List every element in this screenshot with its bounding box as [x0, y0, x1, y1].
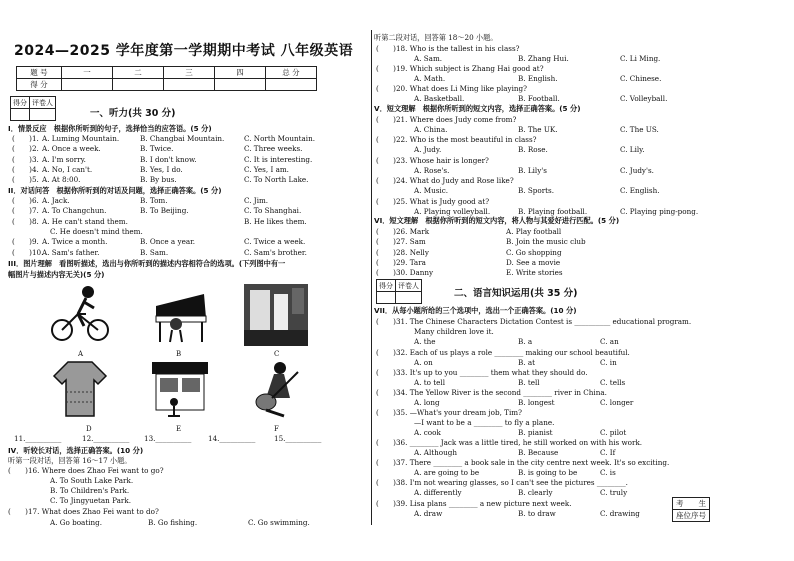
option[interactable]: B. tell	[518, 378, 540, 387]
option[interactable]: B. Rose.	[518, 145, 548, 155]
option[interactable]: B. Zhang Hui.	[518, 54, 569, 63]
option[interactable]: A. Playing volleyball.	[414, 206, 491, 216]
grader-label: 得分	[377, 280, 396, 292]
option[interactable]: C. It is interesting.	[244, 154, 313, 164]
instruction: V．短文理解 根据你所听到的短文内容，选择正确答案。(5 分)	[374, 104, 581, 113]
option[interactable]: B. is going to be	[518, 468, 578, 477]
option[interactable]: B. Yes, I do.	[140, 164, 183, 174]
left-column	[8, 0, 370, 561]
instruction: I．情景反应 根据你所听到的句子，选择恰当的应答语。(5 分)	[8, 124, 212, 133]
option[interactable]: B. To Beijing.	[140, 206, 189, 216]
option[interactable]: B. Changbai Mountain.	[140, 134, 225, 143]
picture-label: B	[176, 350, 182, 358]
cyclist-picture	[48, 284, 112, 346]
score-cell: 四	[215, 67, 266, 79]
question: ( )32. Each of us plays a role ________ making our school beautiful.	[376, 348, 630, 357]
option[interactable]: B. Because	[518, 448, 559, 457]
option[interactable]: B. clearly	[518, 488, 553, 497]
option[interactable]: C. English.	[620, 186, 660, 196]
score-cell: 总 分	[266, 67, 317, 79]
option[interactable]: B. Sports.	[518, 186, 555, 196]
option[interactable]: A. are going to be	[414, 468, 480, 477]
option[interactable]: B. Sam.	[140, 247, 169, 257]
right-column	[374, 0, 790, 561]
question: ( )35. —What's your dream job, Tim?	[376, 408, 522, 417]
grader-label: 得分	[11, 97, 30, 109]
match-option[interactable]: C. Go shopping	[506, 247, 562, 257]
option[interactable]: C. To North Lake.	[244, 175, 309, 185]
option[interactable]: A. draw	[414, 509, 443, 518]
exam-title: 2024—2025 学年度第一学期期中考试 八年级英语	[14, 43, 354, 59]
match-option[interactable]: D. See a movie	[506, 257, 561, 267]
question: ( )18. Who is the tallest in his class?	[376, 44, 520, 53]
option[interactable]: A. cook	[414, 428, 441, 437]
question: ( )24. What do Judy and Rose like?	[376, 176, 514, 186]
option[interactable]: B. By bus.	[140, 175, 177, 185]
option[interactable]: A. long	[414, 398, 440, 407]
option[interactable]: B. English.	[518, 74, 558, 83]
question-number: ( )8.	[12, 216, 39, 226]
question-number: ( )10.	[12, 247, 44, 257]
option[interactable]: C. North Mountain.	[244, 134, 315, 143]
option[interactable]: C. Volleyball.	[620, 94, 668, 103]
piano-picture	[148, 284, 212, 346]
option[interactable]: B. Tom.	[140, 196, 168, 205]
picture-label: F	[274, 425, 279, 433]
option[interactable]: A. Jack.	[42, 196, 70, 205]
question: ( )36. ________ Jack was a little tired, he still worked on with his work.	[376, 438, 643, 447]
picture-label: A	[78, 350, 84, 358]
match-person: ( )28. Nelly	[376, 247, 429, 257]
question: ( )16. Where does Zhao Fei want to go?	[8, 466, 164, 475]
instruction: VI．短文理解 根据你所听到的短文内容，将人物与其爱好进行匹配。(5 分)	[374, 216, 620, 225]
option[interactable]: C. Chinese.	[620, 74, 662, 83]
answer-blank[interactable]: 14.__________	[208, 434, 256, 443]
option[interactable]: A. Sam's father.	[42, 247, 100, 257]
option[interactable]: C. Three weeks.	[244, 144, 303, 154]
instruction: III．图片理解 看图听描述，选出与你所听到的描述内容相符合的选项。(下列图中有一	[8, 259, 286, 268]
option[interactable]: C. Yes, I am.	[244, 164, 289, 174]
option[interactable]: A. Go boating.	[50, 518, 103, 527]
instruction: II．对话问答 根据你所听到的对话及问题，选择正确答案。(5 分)	[8, 186, 222, 195]
question: ( )19. Which subject is Zhang Hai good at?	[376, 64, 544, 73]
option[interactable]: B. The UK.	[518, 125, 558, 134]
score-cell: 一	[62, 67, 113, 79]
question-number: ( )6.	[12, 196, 39, 205]
option[interactable]: C. an	[600, 337, 619, 346]
waterfall-picture	[244, 284, 308, 346]
option[interactable]: B. Football.	[518, 94, 560, 103]
shop-picture	[148, 358, 212, 420]
question: ( )33. It's up to you ________ them what they should do.	[376, 368, 588, 377]
section-heading: 一、听力(共 30 分)	[90, 108, 176, 119]
question: ( )31. The Chinese Characters Dictation Contest is __________ educational program.	[376, 317, 692, 326]
picture-label: E	[176, 425, 182, 433]
option[interactable]: A. To Changchun.	[42, 206, 107, 216]
answer-blank[interactable]: 15.__________	[274, 434, 322, 443]
seat-label: 考 生	[673, 498, 710, 510]
instruction: IV．听较长对话，选择正确答案。(10 分)	[8, 446, 144, 455]
option[interactable]: B. Playing football.	[518, 206, 588, 216]
option[interactable]: C. To Shanghai.	[244, 206, 302, 216]
question-number: ( )1.	[12, 134, 39, 143]
option[interactable]: A. Basketball.	[414, 94, 465, 103]
question-continuation: Many children love it.	[414, 327, 494, 336]
answer-blank[interactable]: 13.__________	[144, 434, 192, 443]
option[interactable]: B. a	[518, 337, 533, 346]
match-person: ( )29. Tara	[376, 257, 426, 267]
question-number: ( )4.	[12, 164, 39, 174]
option[interactable]: B. Lily's	[518, 165, 547, 175]
option[interactable]: A. Although	[414, 448, 457, 457]
question: ( )23. Whose hair is longer?	[376, 155, 489, 165]
score-cell: 二	[113, 67, 164, 79]
option[interactable]: B. Twice.	[140, 144, 174, 154]
option[interactable]: A. the	[414, 337, 436, 346]
option[interactable]: B. Go fishing.	[148, 518, 198, 527]
option[interactable]: C. Judy's.	[620, 165, 654, 175]
option[interactable]: C. Li Ming.	[620, 54, 661, 63]
option[interactable]: C. pilot	[600, 428, 627, 437]
question-number: ( )9.	[12, 237, 39, 247]
question: ( )20. What does Li Ming like playing?	[376, 84, 527, 93]
option[interactable]: A. China.	[414, 125, 448, 134]
grader-label: 评卷人	[30, 97, 56, 109]
option[interactable]: C. Playing ping-pong.	[620, 206, 699, 216]
grader-cell[interactable]	[396, 292, 422, 304]
option[interactable]: A. Music.	[414, 186, 449, 196]
seat-label: 座位序号	[673, 510, 710, 522]
option[interactable]: A. to tell	[414, 378, 445, 387]
option[interactable]: B. to draw	[518, 509, 556, 518]
option[interactable]: B. longest	[518, 398, 555, 407]
section-heading: 二、语言知识运用(共 35 分)	[454, 288, 578, 299]
question: ( )21. Where does Judy come from?	[376, 115, 517, 124]
question: ( )34. The Yellow River is the second ________ river in China.	[376, 388, 607, 397]
question-number: ( )7.	[12, 206, 39, 216]
option[interactable]: B. To Children's Park.	[50, 486, 130, 495]
question: ( )17. What does Zhao Fei want to do?	[8, 507, 159, 516]
instruction: 幅图片与描述内容无关)(5 分)	[8, 270, 105, 279]
option[interactable]: A. Twice a month.	[42, 237, 108, 247]
instruction: VII．从每小题所给的三个选项中，选出一个正确答案。(10 分)	[374, 306, 577, 315]
grader-label: 评卷人	[396, 280, 422, 292]
option[interactable]: A. Luming Mountain.	[42, 134, 120, 143]
option[interactable]: C. is	[600, 468, 616, 477]
match-person: ( )30. Danny	[376, 268, 434, 278]
option[interactable]: A. Judy.	[414, 145, 442, 155]
sub-instruction: 听第二段对话，回答第 18～20 小题。	[374, 33, 498, 42]
option[interactable]: C. Sam's brother.	[244, 247, 307, 257]
option[interactable]: C. Twice a week.	[244, 237, 306, 247]
option[interactable]: C. tells	[600, 378, 626, 387]
question: ( )22. Who is the most beautiful in class?	[376, 135, 537, 145]
option[interactable]: A. He can't stand them.	[42, 216, 128, 226]
option[interactable]: C. To Jingyuetan Park.	[50, 496, 131, 505]
option[interactable]: A. At 8:00.	[42, 175, 81, 185]
score-cell: 题 号	[17, 67, 62, 79]
question: ( )38. I'm not wearing glasses, so I can't see the pictures ________.	[376, 478, 628, 487]
answer-blank[interactable]: 11.__________	[14, 434, 62, 443]
option[interactable]: A. Math.	[414, 74, 446, 83]
question-number: ( )3.	[12, 154, 39, 164]
answer-blank[interactable]: 12.__________	[82, 434, 130, 443]
option[interactable]: C. in	[600, 358, 617, 367]
option[interactable]: C. The US.	[620, 125, 659, 134]
question-continuation: —I want to be a ________ to fly a plane.	[414, 418, 555, 427]
column-divider	[371, 30, 372, 525]
option[interactable]: A. on	[414, 358, 433, 367]
option[interactable]: A. No, I can't.	[42, 164, 93, 174]
match-option[interactable]: A. Play football	[506, 227, 562, 236]
option[interactable]: C. drawing	[600, 509, 640, 518]
question: ( )39. Lisa plans ________ a new picture next week.	[376, 499, 572, 508]
option[interactable]: C. truly	[600, 488, 628, 497]
question-number: ( )2.	[12, 144, 39, 154]
option[interactable]: C. Go swimming.	[248, 518, 310, 527]
grader-cell[interactable]	[377, 292, 396, 304]
option[interactable]: B. at	[518, 358, 536, 367]
option[interactable]: C. He doesn't mind them.	[50, 226, 143, 236]
picture-label: C	[274, 350, 280, 358]
option[interactable]: C. If	[600, 448, 616, 457]
score-cell: 三	[164, 67, 215, 79]
sub-instruction: 听第一段对话，回答第 16～17 小题。	[8, 456, 132, 465]
question: ( )37. There ________ a book sale in the city centre next week. It's so exciting.	[376, 458, 670, 467]
option[interactable]: A. To South Lake Park.	[50, 476, 134, 485]
option[interactable]: A. Once a week.	[42, 144, 101, 154]
match-person: ( )27. Sam	[376, 237, 426, 247]
option[interactable]: A. Rose's.	[414, 165, 450, 175]
option[interactable]: C. Lily.	[620, 145, 645, 155]
option[interactable]: C. longer	[600, 398, 634, 407]
score-cell: 得 分	[17, 79, 62, 91]
option[interactable]: B. Once a year.	[140, 237, 196, 247]
option[interactable]: C. Jim.	[244, 196, 269, 205]
question: ( )25. What is Judy good at?	[376, 196, 490, 206]
picture-label: D	[86, 425, 92, 433]
option[interactable]: A. differently	[414, 488, 462, 497]
match-option[interactable]: E. Write stories	[506, 268, 563, 278]
option[interactable]: B. He likes them.	[244, 216, 307, 226]
seat-number-box	[672, 497, 710, 522]
option[interactable]: B. I don't know.	[140, 154, 197, 164]
grader-box	[376, 279, 422, 304]
option[interactable]: A. Sam.	[414, 54, 443, 63]
guitar-picture	[244, 358, 308, 420]
question-number: ( )5.	[12, 175, 39, 185]
option[interactable]: A. I'm sorry.	[42, 154, 86, 164]
sweater-picture	[48, 358, 112, 420]
match-person: ( )26. Mark	[376, 227, 430, 236]
option[interactable]: B. pianist	[518, 428, 553, 437]
match-option[interactable]: B. Join the music club	[506, 237, 586, 247]
